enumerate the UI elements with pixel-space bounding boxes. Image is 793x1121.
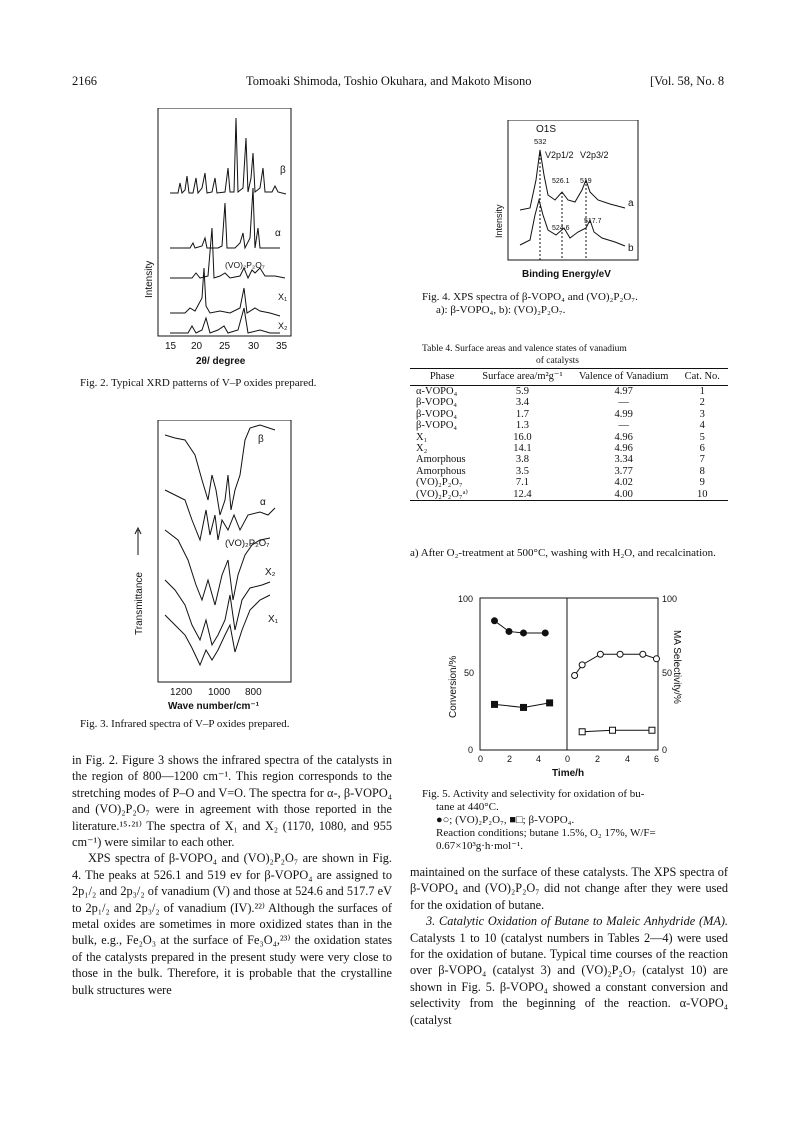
fig3-label-beta: β [258,434,264,445]
table4-title: Table 4. Surface areas and valence states of vanadium [422,344,627,354]
fig2-label-alpha: α [275,228,281,239]
table4-row [410,489,728,501]
table4-row [410,432,728,443]
fig5-ytick-right-50: 50 [662,668,673,678]
fig3-label-x1: X₁ [268,614,279,625]
fig3-label-vo2p2o7: (VO)₂P₂O₇ [225,538,270,549]
table4-cell: 4 [699,420,705,432]
table4-header-row [410,369,728,386]
fig5-data-point [572,673,578,679]
fig4-xps-figure [490,120,650,280]
fig2-label-vo2p2o7: (VO)₂P₂O₇ [225,260,265,270]
table4-cell: 4.00 [571,489,677,501]
table4-cell: 4.97 [614,386,633,397]
fig3-ir-figure [130,420,310,710]
fig5-caption-5: 0.67×10³g·h·mol⁻¹. [436,840,524,852]
fig5-data-point [579,662,585,668]
fig2-xlabel: 2θ/ degree [196,356,246,367]
fig3-tick-1000: 1000 [208,687,231,698]
fig2-tick-25: 25 [219,341,231,352]
table4-row [410,420,728,431]
fig5-data-point [492,618,498,624]
fig4-label-b: b [628,243,634,254]
table4-cell: 6 [699,443,705,455]
body-right-paragraph-1: maintained on the surface of these catalysts. The XPS spectra of β-VOPO₄ and (VO)₂P₂O₇ did not change after they were used for the oxidation of butane. [410,865,728,912]
fig5-xtick-right-0: 0 [565,754,571,764]
fig5-data-point [492,701,498,707]
table4-cell: 3.8 [515,454,529,466]
table4-row [410,397,728,408]
body-left-column [72,752,392,998]
fig5-plot [440,590,700,780]
fig3-label-x2: X₂ [265,567,276,578]
fig5-ytick-100: 100 [458,594,474,604]
fig5-data-point [542,630,548,636]
table4-row [410,454,728,465]
fig3-tick-1200: 1200 [170,687,193,698]
table4-cell: 14.1 [513,443,532,455]
fig2-label-beta: β [280,165,286,176]
table4-header-surface-area: Surface area/m²g⁻¹ [474,369,571,386]
page-number: 2166 [72,74,97,88]
fig2-label-x1: X₁ [278,292,288,302]
fig5-figure [440,590,700,780]
table4-cell: 1.3 [515,420,529,432]
table4-cell: 7 [699,454,705,466]
fig5-ytick-0: 0 [468,745,474,755]
body-right-paragraph-2: Catalysts 1 to 10 (catalyst numbers in Tables 2—4) were used for the oxidation of butane. Typical time courses of the reaction over β-VOPO₄ (catalyst 3) and (VO)₂P₂O₇ (catalyst 10) are shown in Fig. 5. β-VOPO₄ showed a constant conversion and selectivity from the beginning of the reaction. α-VOPO₄ (catalyst [410,930,728,1027]
table4-cell: 4.02 [614,477,633,489]
fig3-caption: Fig. 3. Infrared spectra of V–P oxides prepared. [80,718,290,730]
table4-cell: 2 [699,397,705,409]
fig2-caption: Fig. 2. Typical XRD patterns of V–P oxides prepared. [80,377,317,389]
fig5-data-point [521,704,527,710]
fig4-label-532: 532 [534,137,547,146]
fig4-label-5246: 524.6 [552,225,570,232]
fig4-label-519: 519 [580,178,592,185]
fig5-data-point [579,729,585,735]
table4-header-valence: Valence of Vanadium [571,369,677,386]
fig4-plot [490,120,650,280]
fig2-ylabel: Intensity [144,260,155,298]
table4-cell: 3.34 [614,454,633,466]
fig3-label-alpha: α [260,497,266,508]
fig3-plot [130,420,310,710]
table4-header-cat-no: Cat. No. [677,369,728,386]
fig5-caption-3: ●○; (VO)₂P₂O₇, ■□; β-VOPO₄. [436,814,575,826]
fig3-ylabel: Transmittance [134,572,145,635]
fig5-data-point [506,628,512,634]
table4-cell: Amorphous [416,454,466,466]
fig5-xtick-left-4: 4 [536,754,542,764]
table4-cell: 7.1 [515,477,529,489]
table4-cell: 12.4 [474,489,571,501]
table4-cell: — [618,420,629,432]
fig5-ytick-right-100: 100 [662,594,678,604]
fig4-caption-2: a): β-VOPO₄, b): (VO)₂P₂O₇. [436,304,566,316]
fig2-tick-15: 15 [165,341,177,352]
fig5-series-line [495,621,546,633]
table4-body [410,386,728,501]
table4-header-phase: Phase [410,369,474,386]
fig5-xtick-left-0: 0 [478,754,484,764]
table4-footnote: a) After O₂-treatment at 500°C, washing with H₂O, and recalcination. [410,547,716,559]
fig5-ylabel-left: Conversion/% [448,655,459,718]
table4-row [410,443,728,454]
fig4-label-5177: 517.7 [584,218,602,225]
fig5-xtick-right-4: 4 [625,754,631,764]
fig4-xlabel: Binding Energy/eV [522,269,611,280]
fig5-series-line [582,730,652,732]
table4-row [410,477,728,488]
body-right-column [410,864,728,1028]
table4-cell: 5 [699,431,705,443]
table4-cell: 4.96 [614,443,633,455]
volume-info: [Vol. 58, No. 8 [650,74,725,88]
table4-cell: (VO)₂P₂O₇ᵃ⁾ [410,489,474,501]
fig3-tick-800: 800 [245,687,262,698]
table4-cell: — [618,397,629,409]
fig2-plot [130,108,310,368]
fig2-xrd-figure [130,108,310,368]
table4-cell: X₂ [416,443,428,455]
fig5-xtick-right-6: 6 [654,754,660,764]
table4-row [410,409,728,420]
fig2-label-x2: X₂ [278,321,288,331]
fig5-ytick-50: 50 [464,668,475,678]
fig5-ytick-right-0: 0 [662,745,668,755]
fig2-tick-30: 30 [248,341,260,352]
table4-cell: 5.9 [515,386,529,397]
fig5-caption-1: Fig. 5. Activity and selectivity for oxidation of bu- [422,788,645,800]
fig5-data-point [617,651,623,657]
fig4-caption-1: Fig. 4. XPS spectra of β-VOPO₄ and (VO)₂P₂O₇. [422,291,638,303]
table4-cell: 3 [699,408,705,420]
table4-cell: 10 [677,489,728,501]
table4-row [410,386,728,398]
fig3-xlabel: Wave number/cm⁻¹ [168,701,260,710]
table4-cell: β-VOPO₄ [416,420,458,432]
table4-cell: (VO)₂P₂O₇ [416,477,463,489]
table4 [410,368,728,501]
table4-cell: 3.5 [515,465,529,477]
fig5-data-point [597,651,603,657]
table4-cell: 3.77 [614,465,633,477]
fig4-label-a: a [628,198,634,209]
fig5-data-point [640,651,646,657]
table4-cell: 3.4 [515,397,529,409]
table4-cell: 16.0 [513,431,532,443]
fig5-caption-4: Reaction conditions; butane 1.5%, O₂ 17%, W/F= [436,827,656,839]
body-left-paragraph-2: XPS spectra of β-VOPO₄ and (VO)₂P₂O₇ are shown in Fig. 4. The peaks at 526.1 and 519 ev for β-VOPO₄ are assigned to 2p₁/₂ and 2p₃/₂ of vanadium (V) and those at 524.6 and 517.7 eV to 2p₁/₂ and 2p₃/₂ of vanadium (IV).²²⁾ Although the surfaces of metal oxides are sometimes in more oxidized states than in the bulk, e.g., Fe₂O₃ at the surface of Fe₃O₄,²³⁾ the oxidation states of the catalysts prepared in the present study were very close to those in the bulk. Therefore, it is probable that the crystalline bulk structures were [72,851,392,997]
table4-cell: 1 [699,386,705,397]
fig2-tick-35: 35 [276,341,288,352]
fig4-label-5261: 526.1 [552,178,570,185]
table4-row [410,466,728,477]
fig5-data-point [649,727,655,733]
body-left-paragraph-1: in Fig. 2. Figure 3 shows the infrared spectra of the catalysts in the region of 800—1200 cm⁻¹. This region corresponds to the stretching modes of P–O and V=O. The spectra for α-, β-VOPO₄ and (VO)₂P₂O₇ were in agreement with those reported in the literature.¹⁵·²¹⁾ The spectra of X₁ and X₂ (1170, 1080, and 955 cm⁻¹) were similar to each other. [72,753,392,850]
fig5-caption-2: tane at 440°C. [436,801,499,813]
fig2-tick-20: 20 [191,341,203,352]
table4-cell: β-VOPO₄ [416,408,458,420]
fig5-data-point [547,700,553,706]
fig5-xtick-right-2: 2 [595,754,601,764]
table4-cell: 8 [699,465,705,477]
fig4-label-o1s: O1S [536,124,557,135]
table4-cell: 4.99 [614,408,633,420]
fig5-xtick-left-2: 2 [507,754,513,764]
fig4-label-v2p12: V2p1/2 [545,150,574,160]
table4-cell: 1.7 [515,408,529,420]
table4-cell: α-VOPO₄ [416,386,458,397]
section-heading: 3. Catalytic Oxidation of Butane to Maleic Anhydride (MA). [426,914,728,929]
fig5-xlabel: Time/h [552,768,585,779]
table4-title-2: of catalysts [536,356,580,366]
fig5-ylabel-right: MA Selectivity/% [671,630,682,704]
fig4-label-v2p32: V2p3/2 [580,150,609,160]
fig5-data-point [521,630,527,636]
table4-cell: 9 [699,477,705,489]
fig5-data-point [610,727,616,733]
table4-cell: X₁ [416,431,428,443]
fig4-ylabel: Intensity [494,204,504,238]
table4-cell: 4.96 [614,431,633,443]
running-authors: Tomoaki Shimoda, Toshio Okuhara, and Makoto Misono [246,74,532,88]
table4-cell: β-VOPO₄ [416,397,458,409]
table4-cell: Amorphous [416,465,466,477]
fig5-data-point [653,656,659,662]
